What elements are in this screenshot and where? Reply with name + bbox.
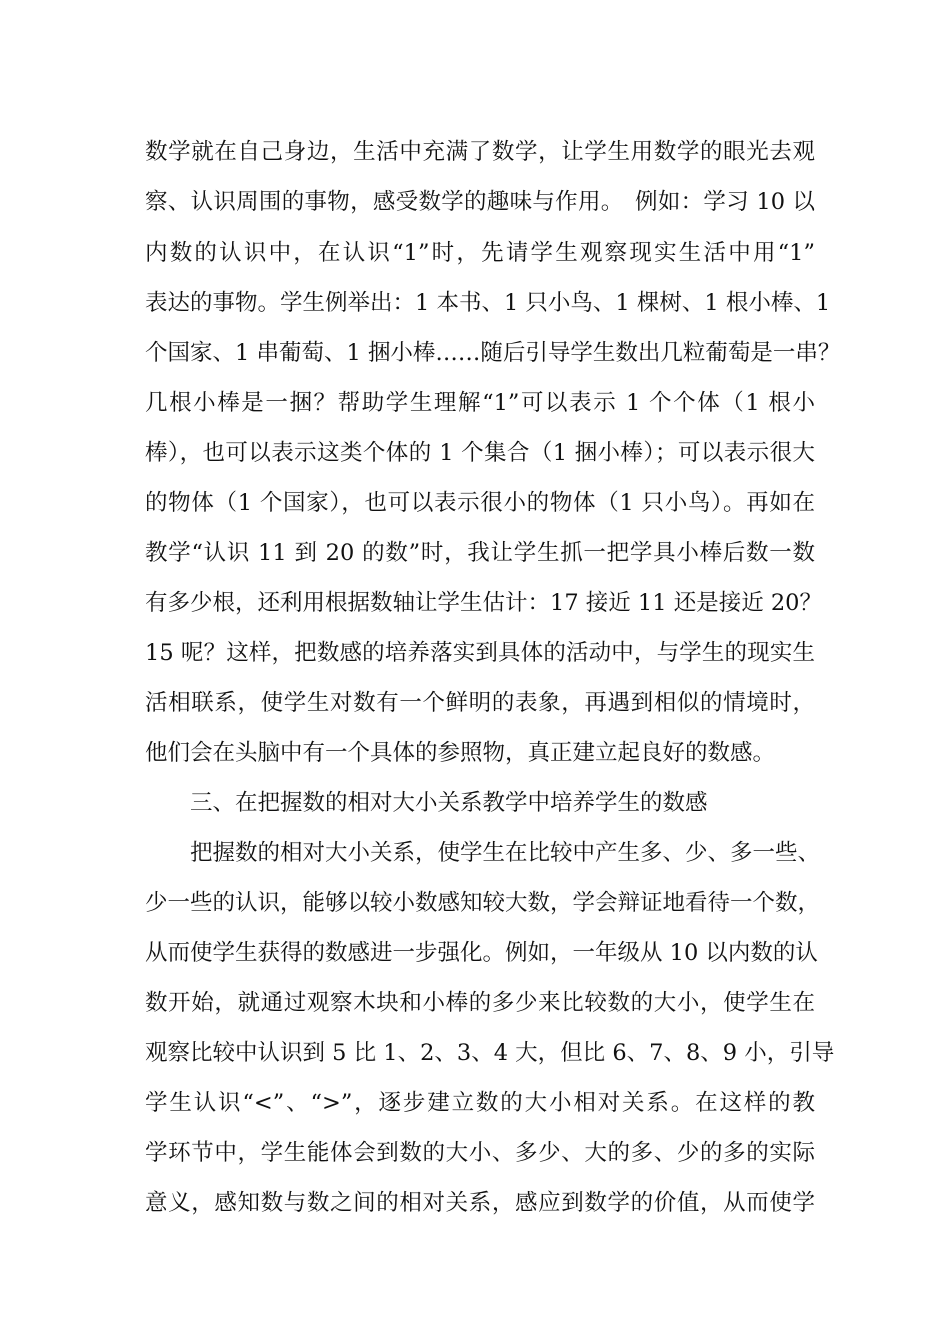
paragraph-line: 几根小棒是一捆？帮助学生理解“1”可以表示 1 个个体（1 根小 [145,390,815,416]
paragraph-line: 活相联系，使学生对数有一个鲜明的表象，再遇到相似的情境时， [145,690,815,716]
paragraph-line: 学环节中，学生能体会到数的大小、多少、大的多、少的多的实际 [145,1140,815,1166]
section-heading: 三、在把握数的相对大小关系教学中培养学生的数感 [190,790,708,816]
paragraph-line: 把握数的相对大小关系，使学生在比较中产生多、少、多一些、 [190,840,821,866]
paragraph-line: 15 呢？这样，把数感的培养落实到具体的活动中，与学生的现实生 [145,640,815,666]
paragraph-line: 个国家、1 串葡萄、1 捆小棒……随后引导学生数出几粒葡萄是一串？ [145,340,841,366]
paragraph-line: 观察比较中认识到 5 比 1、2、3、4 大，但比 6、7、8、9 小，引导 [145,1040,835,1066]
paragraph-line: 少一些的认识，能够以较小数感知较大数，学会辩证地看待一个数， [145,890,821,916]
paragraph-line: 表达的事物。学生例举出：1 本书、1 只小鸟、1 棵树、1 根小棒、1 [145,290,831,316]
paragraph-line: 教学“认识 11 到 20 的数”时，我让学生抓一把学具小棒后数一数 [145,540,815,566]
paragraph-line: 学生认识“<”、“>”，逐步建立数的大小相对关系。在这样的教 [145,1090,815,1116]
paragraph-line: 数学就在自己身边，生活中充满了数学，让学生用数学的眼光去观 [145,139,815,165]
paragraph-line: 意义，感知数与数之间的相对关系，感应到数学的价值，从而使学 [145,1190,815,1216]
paragraph-line: 有多少根，还利用根据数轴让学生估计：17 接近 11 还是接近 20？ [145,590,823,616]
paragraph-line: 的物体（1 个国家），也可以表示很小的物体（1 只小鸟）。再如在 [145,490,815,516]
paragraph-line: 内数的认识中，在认识“1”时，先请学生观察现实生活中用“1” [145,240,815,266]
paragraph-line: 数开始，就通过观察木块和小棒的多少来比较数的大小，使学生在 [145,990,815,1016]
paragraph-line: 棒），也可以表示这类个体的 1 个集合（1 捆小棒）；可以表示很大 [145,440,815,466]
paragraph-line: 从而使学生获得的数感进一步强化。例如，一年级从 10 以内数的认 [145,940,818,966]
paragraph-line: 他们会在头脑中有一个具体的参照物，真正建立起良好的数感。 [145,740,776,766]
paragraph-line: 察、认识周围的事物，感受数学的趣味与作用。 例如：学习 10 以 [145,189,815,215]
